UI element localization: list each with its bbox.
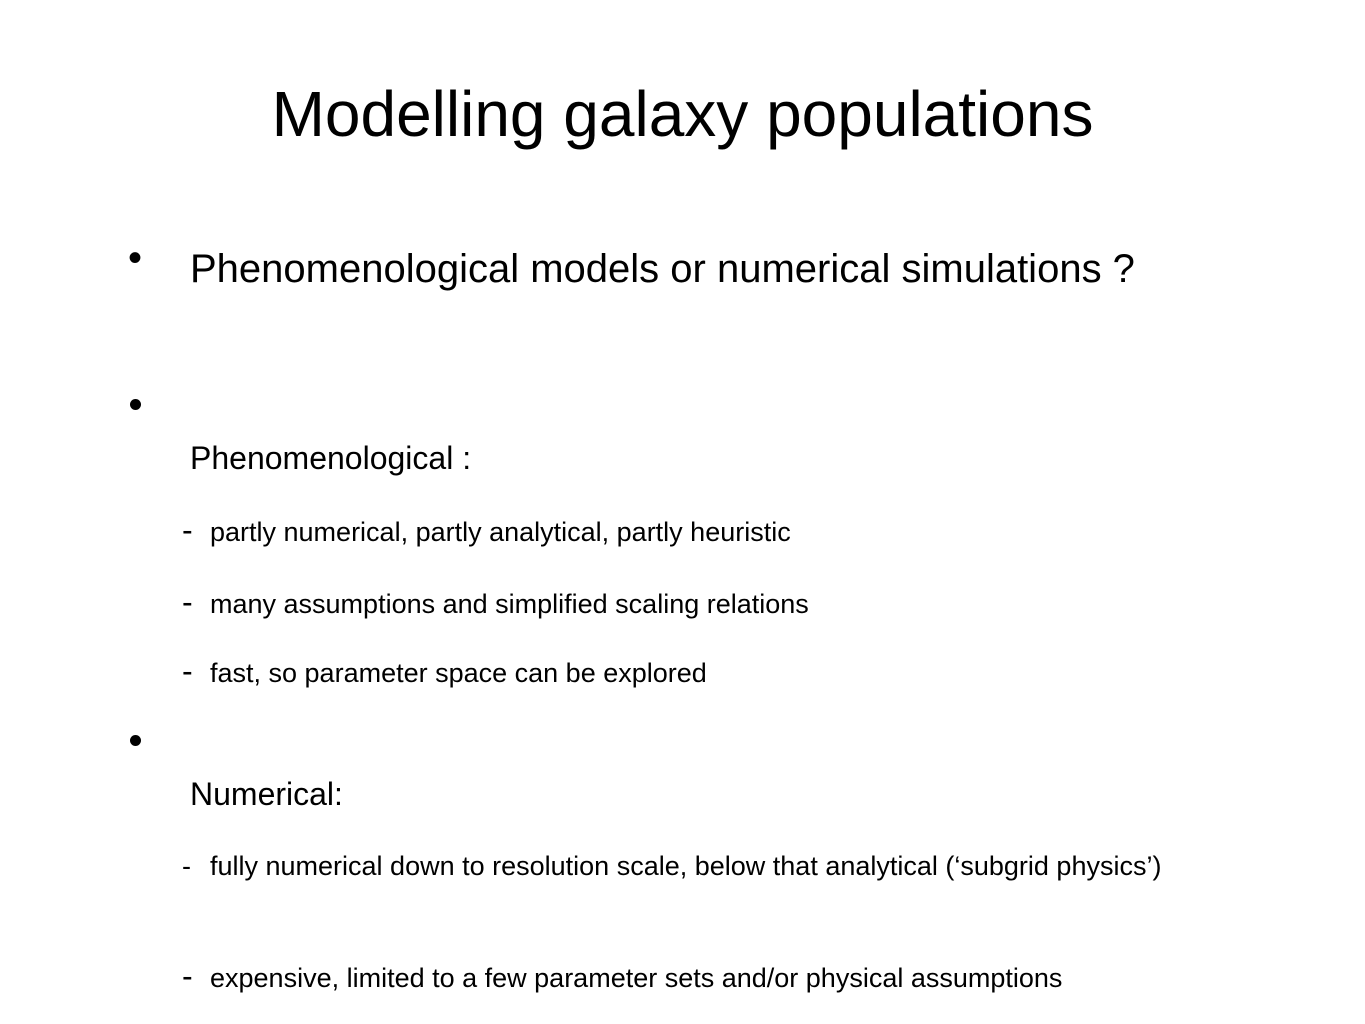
list-item-text: expensive, limited to a few parameter sets and/or physical assumptions	[210, 963, 1063, 993]
bullet-icon	[130, 399, 141, 410]
list-item	[182, 958, 1062, 996]
dash-marker: -	[182, 512, 193, 548]
list-item	[182, 848, 1232, 884]
list-item	[182, 653, 707, 691]
list-item-text: partly numerical, partly analytical, partly heuristic	[210, 517, 791, 547]
section-heading-phenomenological: Phenomenological :	[190, 440, 472, 476]
list-item	[182, 512, 791, 550]
bullet-text: Phenomenological models or numerical simulations ?	[190, 247, 1135, 291]
dash-marker: -	[182, 958, 193, 994]
section-heading-numerical: Numerical:	[190, 776, 343, 812]
slide-title: Modelling galaxy populations	[271, 78, 1094, 150]
list-item-text: many assumptions and simplified scaling relations	[210, 589, 809, 619]
list-item	[182, 584, 809, 622]
list-item-text: fully numerical down to resolution scale, below that analytical (‘subgrid physics’)	[210, 851, 1162, 881]
bullet-icon: •	[128, 236, 143, 280]
list-item-text: fast, so parameter space can be explored	[210, 658, 707, 688]
bullet-icon	[130, 735, 141, 746]
dash-marker: -	[182, 584, 193, 620]
dash-marker: -	[182, 653, 193, 689]
dash-marker: -	[182, 851, 191, 881]
